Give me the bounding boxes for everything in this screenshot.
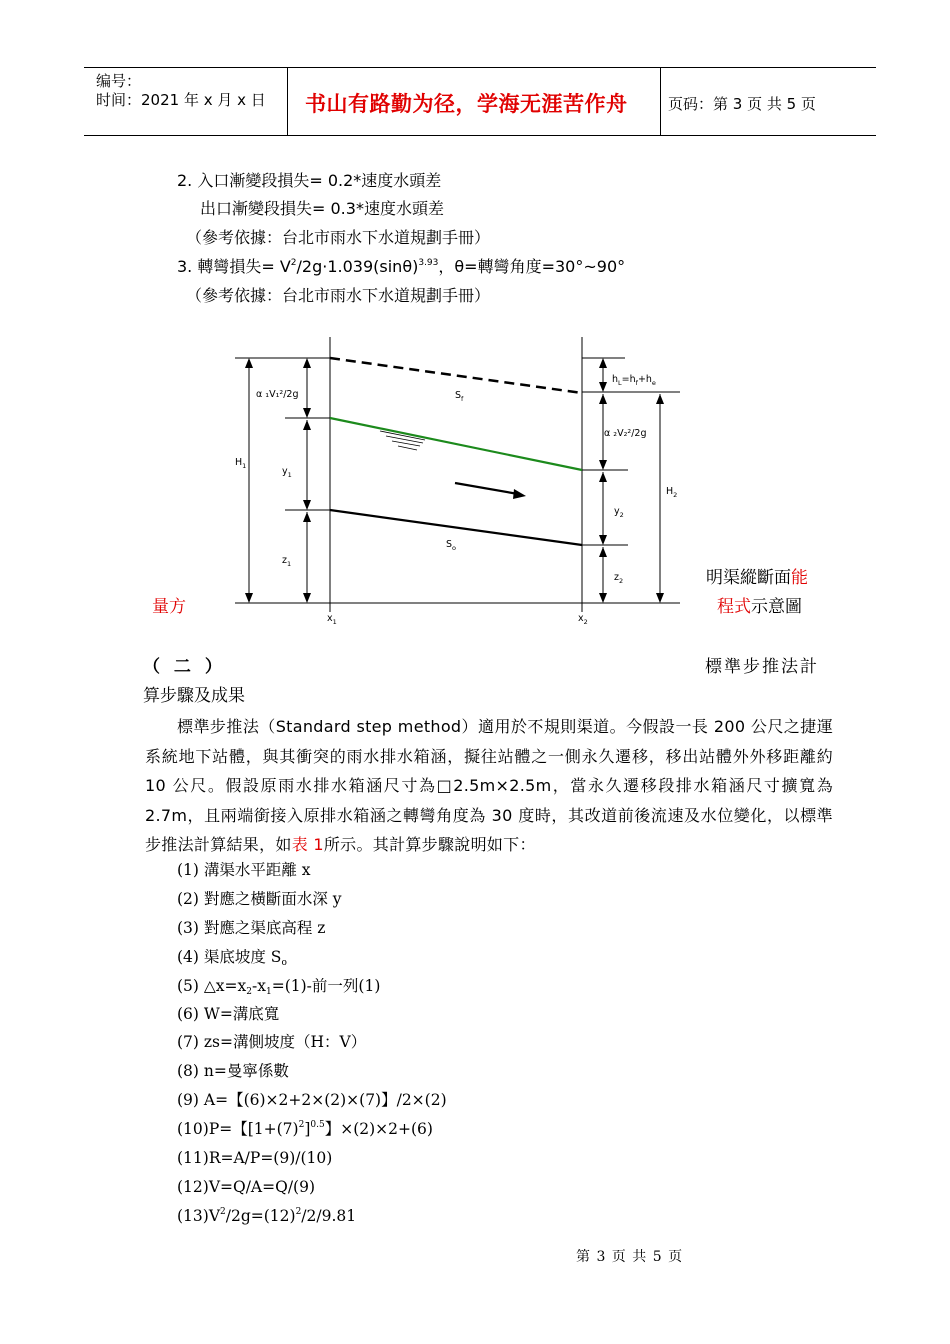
label-sf: $S_f$ [455,390,464,403]
step-10 [177,1119,433,1139]
step-13-sup-a: 2 [220,1207,226,1217]
step-13-end: /2/9.81 [301,1207,357,1225]
step-10-sup-b: 0.5 [310,1120,325,1130]
step-9: (9) A=【(6)×2+2×(2)×(7)】/2×(2) [177,1091,447,1109]
step-7: (7) zs=溝側坡度（H：V） [177,1033,367,1051]
section-heading-title: 標準步推法計 [705,657,819,677]
open-channel-diagram [0,0,950,640]
header-time: 时间：2021 年 x 月 x 日 [96,91,266,109]
bend-loss-e: ，θ=轉彎角度=30°~90° [438,257,626,276]
step-5-sub-a: 2 [246,987,253,997]
channel-bed-line [330,510,582,545]
intro-line-3: （參考依據：台北市雨水下水道規劃手冊） [186,228,491,247]
step-13-text: (13)V [177,1207,221,1225]
step-11: (11)R=A/P=(9)/(10) [177,1149,333,1167]
flow-arrow-shaft [455,483,518,494]
bend-loss-sup: 2 [290,258,297,268]
diagram-caption-line-2 [717,597,802,617]
label-y2: $y_2$ [614,506,624,519]
section-heading-number: （ 二 ） [143,657,226,677]
step-4-text: (4) 渠底坡度 S [177,948,282,966]
label-alpha1: α ₁V₁²/2g [256,389,299,400]
bend-loss-c: /2g·1.039(sinθ) [296,257,419,276]
step-4-sub: o [281,958,287,968]
caption-part-c: 程式 [717,597,751,617]
step-13 [177,1206,356,1226]
label-x1: $x_1$ [327,613,337,626]
label-x2: $x_2$ [578,613,588,626]
caption-part-b: 能 [791,568,808,588]
step-1: (1) 溝渠水平距離 x [177,861,311,879]
step-5-sub-b: 1 [266,987,272,997]
header-motto: 书山有路勤为径，学海无涯苦作舟 [305,92,628,116]
water-surface-line [330,418,582,470]
label-z2: $z_2$ [614,572,624,585]
label-H1: $H_1$ [235,457,247,470]
step-10-sup-a: 2 [298,1120,305,1130]
flow-arrow-head [513,489,526,499]
section-heading-continued: 算步驟及成果 [143,686,245,706]
step-6: (6) W=溝底寬 [177,1005,280,1023]
paragraph-text-end: 所示。其計算步驟說明如下： [323,835,536,854]
step-5-text: (5) △x=x [177,977,247,995]
header-page-number: 页码：第 3 页 共 5 页 [668,95,816,113]
energy-grade-line [330,358,582,393]
label-hl: $h_L=h_f+h_e$ [612,374,656,387]
label-alpha2: α ₂V₂²/2g [604,428,647,439]
step-13-mid: /2g=(12) [225,1207,296,1225]
method-paragraph [145,712,833,860]
header-number: 编号： [96,72,142,90]
step-2: (2) 對應之橫斷面水深 y [177,890,342,908]
step-10-mid: ] [304,1120,311,1138]
diagram-caption-left: 量方 [152,597,186,617]
footer-page-number: 第 3 页 共 5 页 [576,1249,684,1265]
step-5-mid: -x [252,977,266,995]
step-8: (8) n=曼寧係數 [177,1062,289,1080]
step-10-end: 】×(2)×2+(6) [324,1120,433,1138]
step-4 [177,947,287,967]
label-H2: $H_2$ [666,486,678,499]
label-so: $S_o$ [446,539,457,552]
diagram-caption-line-1 [706,568,808,588]
step-12: (12)V=Q/A=Q/(9) [177,1178,315,1196]
intro-line-1: 2. 入口漸變段損失= 0.2*速度水頭差 [177,171,442,190]
step-5-end: =(1)-前一列(1) [271,977,381,995]
bend-loss-exp: 3.93 [418,258,439,268]
step-13-sup-b: 2 [295,1207,302,1217]
label-y1: $y_1$ [282,466,292,479]
label-z1: $z_1$ [282,555,292,568]
step-5 [177,976,380,996]
intro-line-5: （參考依據：台北市雨水下水道規劃手冊） [186,286,491,305]
caption-part-d: 示意圖 [751,597,802,617]
bend-loss-a: 3. 轉彎損失= V [177,257,291,276]
table-1-link[interactable]: 表 1 [291,835,324,854]
paragraph-text: 標準步推法（Standard step method）適用於不規則渠道。今假設一長 200 公尺之捷運系統地下站體，與其衝突的雨水排水箱涵，擬往站體之一側永久遷移，移出站體外外移距離約 10 公尺。假設原雨水排水箱涵尺寸為□2.5m×2.5m，當永久遷移段排水箱涵尺寸擴寬為 2.7m，且兩端銜接入原排水箱涵之轉彎角度為 30 度時，其改道前後流速及水位變化，以標準步推法計算結果，如 [145,717,833,854]
caption-part-a: 明渠縱斷面 [706,568,791,588]
intro-line-2: 出口漸變段損失= 0.3*速度水頭差 [200,199,444,218]
step-10-text: (10)P=【[1+(7) [177,1120,299,1138]
step-3: (3) 對應之渠底高程 z [177,919,326,937]
